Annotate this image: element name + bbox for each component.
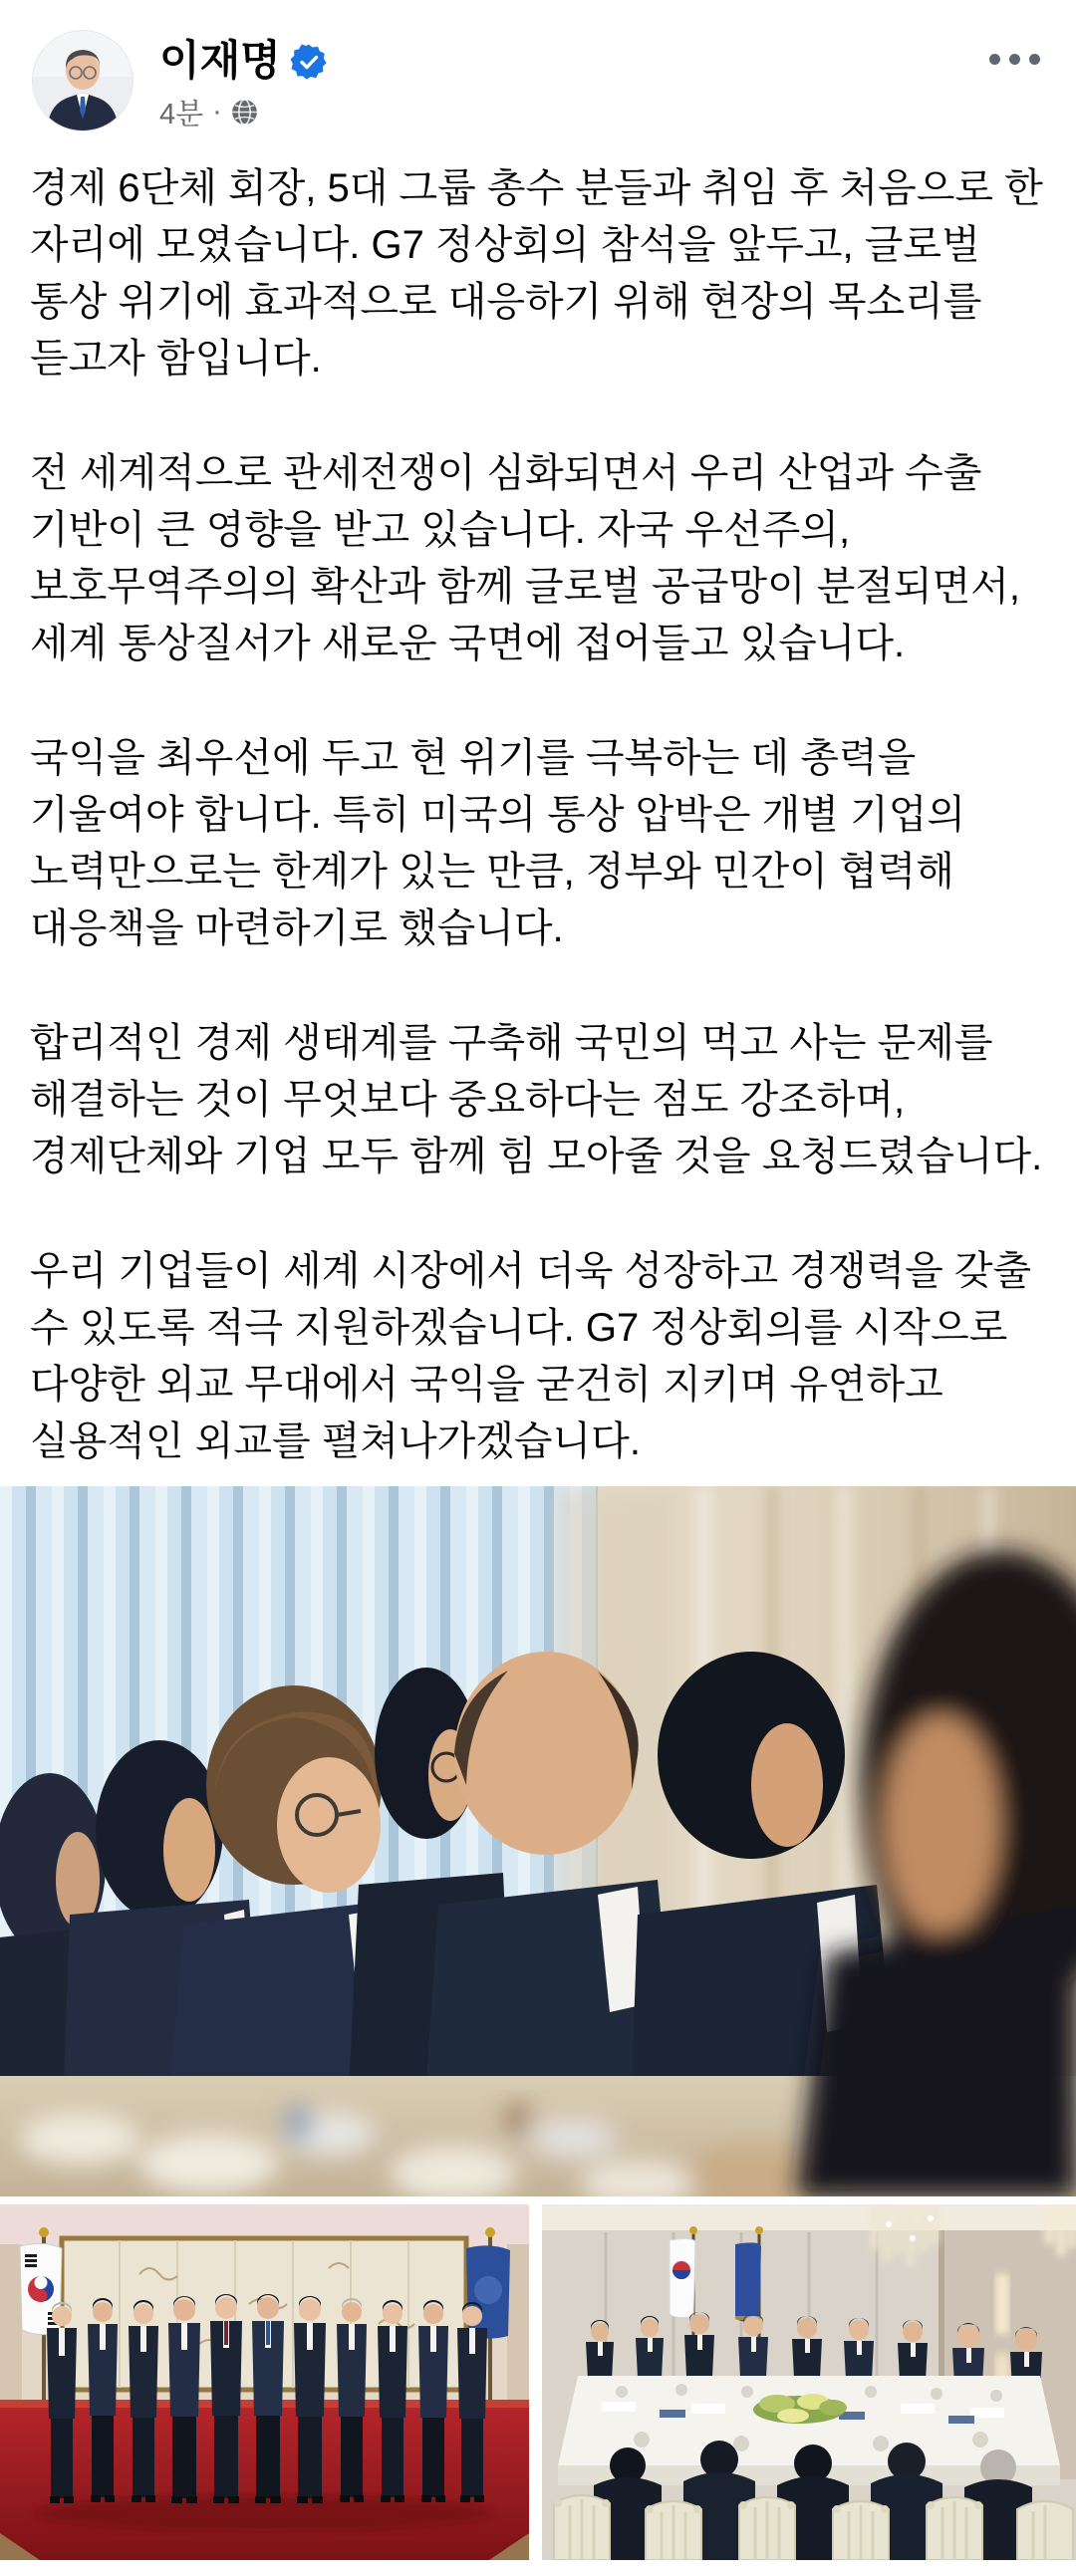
paragraph-1: 경제 6단체 회장, 5대 그룹 총수 분들과 취임 후 처음으로 한 자리에 모였습니다. G7 정상회의 참석을 앞두고, 글로벌 통상 위기에 효과적으로 대응하기 위해 현장의 목소리를 듣고자 함입니다. <box>30 166 1043 382</box>
meta-separator: · <box>212 96 222 129</box>
paragraph-2: 전 세계적으로 관세전쟁이 심화되면서 우리 산업과 수출 기반이 큰 영향을 받고 있습니다. 자국 우선주의, 보호무역주의의 확산과 함께 글로벌 공급망이 분절되면서, 세계 통상질서가 새로운 국면에 접어들고 있습니다. <box>30 451 1021 666</box>
ellipsis-dot <box>1029 54 1040 65</box>
paragraph-4: 합리적인 경제 생태계를 구축해 국민의 먹고 사는 문제를 해결하는 것이 무엇보다 중요하다는 점도 강조하며, 경제단체와 기업 모두 함께 힘 모아줄 것을 요청드렸습니다. <box>30 1021 1043 1179</box>
globe-public-icon <box>231 99 258 126</box>
verified-badge-icon <box>291 44 327 80</box>
photo-row <box>0 2204 1076 2560</box>
paragraph-3: 국익을 최우선에 두고 현 위기를 극복하는 데 총력을 기울여야 합니다. 특히 미국의 통상 압박은 개별 기업의 노력만으로는 한계가 있는 만큼, 정부와 민간이 협력해 대응책을 마련하기로 했습니다. <box>30 736 965 951</box>
more-options-button[interactable] <box>979 30 1046 75</box>
photo-main-meeting[interactable] <box>0 1486 1076 2196</box>
paragraph-5: 우리 기업들이 세계 시장에서 더욱 성장하고 경쟁력을 갖출 수 있도록 적극 지원하겠습니다. G7 정상회의를 시작으로 다양한 외교 무대에서 국익을 굳건히 지키며 유연하고 실용적인 외교를 펼쳐나가겠습니다. <box>30 1249 1032 1464</box>
post-text <box>0 160 1076 1470</box>
ellipsis-dot <box>989 54 1000 65</box>
post-meta <box>159 92 979 132</box>
timestamp[interactable]: 4분 <box>159 99 204 131</box>
author-name[interactable]: 이재명 <box>159 37 281 84</box>
ellipsis-dot <box>1009 54 1020 65</box>
profile-photo-icon <box>33 31 133 130</box>
avatar[interactable] <box>32 30 134 131</box>
photo-roundtable-meeting[interactable] <box>542 2204 1076 2560</box>
post-header <box>0 0 1076 132</box>
header-text <box>159 30 979 132</box>
photo-group-portrait[interactable] <box>0 2204 529 2560</box>
photo-grid <box>0 1486 1076 2560</box>
